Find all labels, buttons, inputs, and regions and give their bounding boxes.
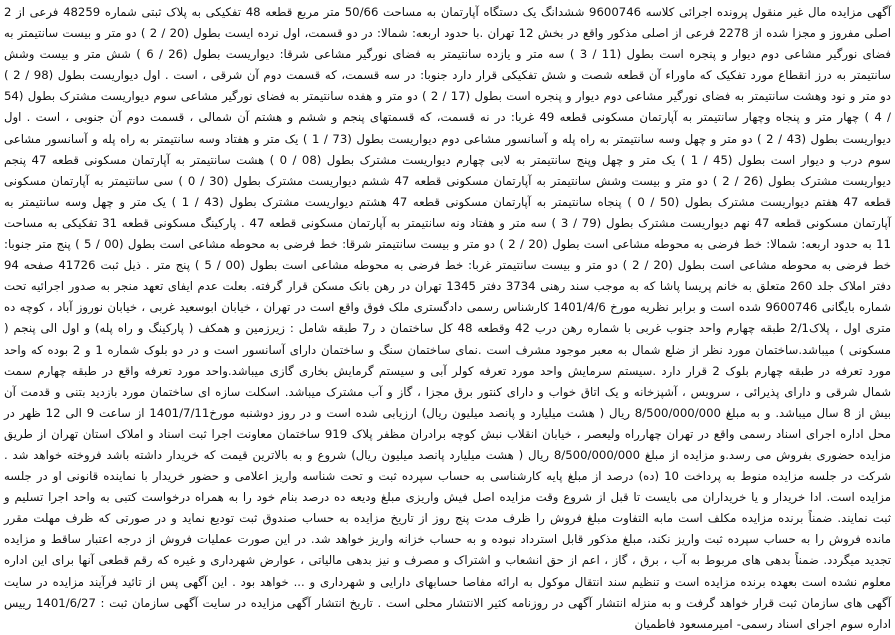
notice-body-text: آگهی مزایده مال غیر منقول پرونده اجرائی کلاسه 9600746 ششدانگ یک دستگاه آپارتمان به مساحت 50/66 متر مربع قطعه 48 تفکیکی به پلاک ثبتی شماره 48259 فرعی از 2 اصلی مفروز و مجزا شده از 2278 فرعی از اصلی مذکور واقع در بخش 12 تهران .با حدود اربعه: شمالا: در دو قسمت، اول نرده ایست بطول (20 / 2 ) دو متر و بیست سانتیمتر به فضای نورگیر مشاعی دوم دیوار و پنجره است بطول (11 / 3 ) سه متر و یازده سانتیمتر به فضای نورگیر مشاعی شرقا: دیواریست بطول (26 / 6 ) شش متر و بیست وشش سانتیمتر به درز انقطاع مورد تفکیک که ماوراء آن قطعه شصت و شش تفکیکی قرار دارد جنوبا: در سه قسمت، که قسمت دوم آن شرقی ، است . اول دیواریست بطول (98 / 2 ) دو متر و نود وهشت سانتیمتر به فضای نورگیر مشاعی دوم دیوار و پنجره است بطول (17 / 2 ) دو متر و هفده سانتیمتر به فضای نورگیر مشاعی سوم دیواریست مشترک بطول (54 / 4 ) چهار متر و پنجاه وچهار سانتیمتر به آپارتمان مسکونی قطعه 49 غربا: در نه قسمت، که قسمتهای پنجم و ششم و هشتم آن شمالی ، قسمت دوم آن جنوبی ، است . اول دیواریست بطول (43 / 2 ) دو متر و چهل وسه سانتیمتر به راه پله و آسانسور مشاعی دوم دیواریست بطول (73 / 1 ) یک متر و هفتاد وسه سانتیمتر به راه پله و آسانسور مشاعی سوم درب و دیوار است بطول (45 / 1 ) یک متر و چهل وپنج سانتیمتر به لابی چهارم دیواریست مشترک بطول (08 / 0 ) هشت سانتیمتر به آپارتمان مسکونی قطعه 47 پنجم دیواریست مشترک بطول (26 / 2 ) دو متر و بیست وشش سانتیمتر به آپارتمان مسکونی قطعه 47 ششم دیواریست مشترک بطول (30 / 0 ) سی سانتیمتر به آپارتمان مسکونی قطعه 47 هفتم دیواریست مشترک بطول (50 / 0 ) پنجاه سانتیمتر به آپارتمان مسکونی قطعه 47 هشتم دیواریست مشترک بطول (43 / 1 ) یک متر و چهل وسه سانتیمتر به آپارتمان مسکونی قطعه 47 نهم دیواریست مشترک بطول (79 / 3 ) سه متر و هفتاد ونه سانتیمتر به آپارتمان مسکونی قطعه 47 . پارکینگ مسکونی قطعه 31 تفکیکی به مساحت 11 به حدود اربعه: شمالا: خط فرضی به محوطه مشاعی است بطول (20 / 2 ) دو متر و بیست سانتیمتر شرقا: خط فرضی به محوطه مشاعی است بطول (00 / 5 ) پنج متر جنوبا: خط فرضی به محوطه مشاعی است بطول (20 / 2 ) دو متر و بیست سانتیمتر غربا: خط فرضی به محوطه مشاعی است بطول (00 / 5 ) پنج متر . ذیل ثبت 41726 صفحه 94 دفتر املاک جلد 260 متعلق به خانم پریسا پاشا که به موجب سند رهنی 3734 دفتر 1345 تهران در رهن بانک مسکن قرار گرفته. بعلت عدم ایفای تعهد منجر به صدور اجرائیه تحت شماره بایگانی 9600746 شده است و برابر نظریه مورخ 1401/4/6 کارشناس رسمی دادگستری ملک فوق واقع است در تهران ، خیابان ابوسعید غربی ، خیابان نوروز آباد ، کوچه ده متری اول ، پلاک2/1 طبقه چهارم واحد جنوب غربی با شماره رهن درب 42 وقطعه 48 کل ساختمان د ر7 طبقه شامل : زیرزمین و همکف ( پارکینگ و راه پله) و اول الی پنجم ( مسکونی ) میباشد.ساختمان مورد نظر از ضلع شمال به معبر موجود مشرف است .نمای ساختمان سنگ و ساختمان دارای آسانسور است و در دو بلوک شماره 1 و 2 بوده که واحد مورد تعرفه در طبقه چهارم بلوک 2 قرار دارد .سیستم سرمایش واحد مورد تعرفه کولر آبی و سیستم گرمایش بخاری گازی میباشد.واحد مورد تعرفه واقع در طبقه چهارم سمت شمال شرقی و دارای پذیرائی ، سرویس ، آشپزخانه و یک اتاق خواب و دارای کنتور برق مجزا ، گاز و آب مشترک میباشد. اسکلت سازه ای ساختمان مورد بازدید بتنی و قدمت آن بیش از 8 سال میباشد. و به مبلغ 8/500/000/000 ریال ( هشت میلیارد و پانصد میلیون ریال) ارزیابی شده است و در روز دوشنبه مورخ1401/7/11 از ساعت 9 الی 12 ظهر در محل اداره اجرای اسناد رسمی واقع در تهران چهارراه ولیعصر ، خیابان انقلاب نبش کوچه برادران مظفر پلاک 919 ساختمان معاونت اجرا ثبت اسناد و املاک استان تهران از طریق مزایده حضوری بفروش می رسد.و مزایده از مبلغ 8/500/000/000 ریال ( هشت میلیارد پانصد میلیون ریال) شروع و به بالاترین قیمت که خریدار داشته باشد فروخته خواهد شد . شرکت در جلسه مزایده منوط به پرداخت 10 (ده) درصد از مبلغ پایه کارشناسی به حساب سپرده ثبت و تحت شناسه واریز اعلامی و حضور خریدار با نماینده قانونی او در جلسه مزایده است. ادا خریدار و یا خریداران می بایست تا قبل از شروع وقت مزایده اصل فیش واریزی مبلغ ودیعه ده درصد بنام خود را به همراه درخواست کتبی به واحد اجرا تسلیم و ثبت نمایند. ضمناً برنده مزایده مکلف است مابه التفاوت مبلغ فروش را ظرف مدت پنج روز از تاریخ مزایده به حساب صندوق ثبت تودیع نماید و در صورتی که ظرف مهلت مقرر مانده فروش را به حساب سپرده ثبت واریز نکند، مبلغ مذکور قابل استرداد نبوده و به حساب خزانه واریز خواهد شد. در این صورت عملیات فروش از درجه اعتبار ساقط و مزایده تجدید میگردد. ضمناً بدهی های مربوط به آب ، برق ، گاز ، اعم از حق انشعاب و اشتراک و مصرف و نیز بدهی مالیاتی ، عوارض شهرداری و غیره که رقم قطعی آنها برای این اداره معلوم نشده است بعهده برنده مزایده است و تنظیم سند انتقال موکول به ارائه مفاصا حسابهای دارایی و شهرداری و ... خواهد بود . این آگهی پس از تائید فرآیند مزایده در سایت آگهی های سازمان ثبت قرار خواهد گرفت و به منزله انتشار آگهی در روزنامه کثیر الانتشار محلی است . تاریخ انتشار آگهی مزایده در سایت آگهی سازمان ثبت : 1401/6/27 رییس اداره سوم اجرای اسناد رسمی- امیرمسعود فاطمیان [4, 5, 892, 631]
